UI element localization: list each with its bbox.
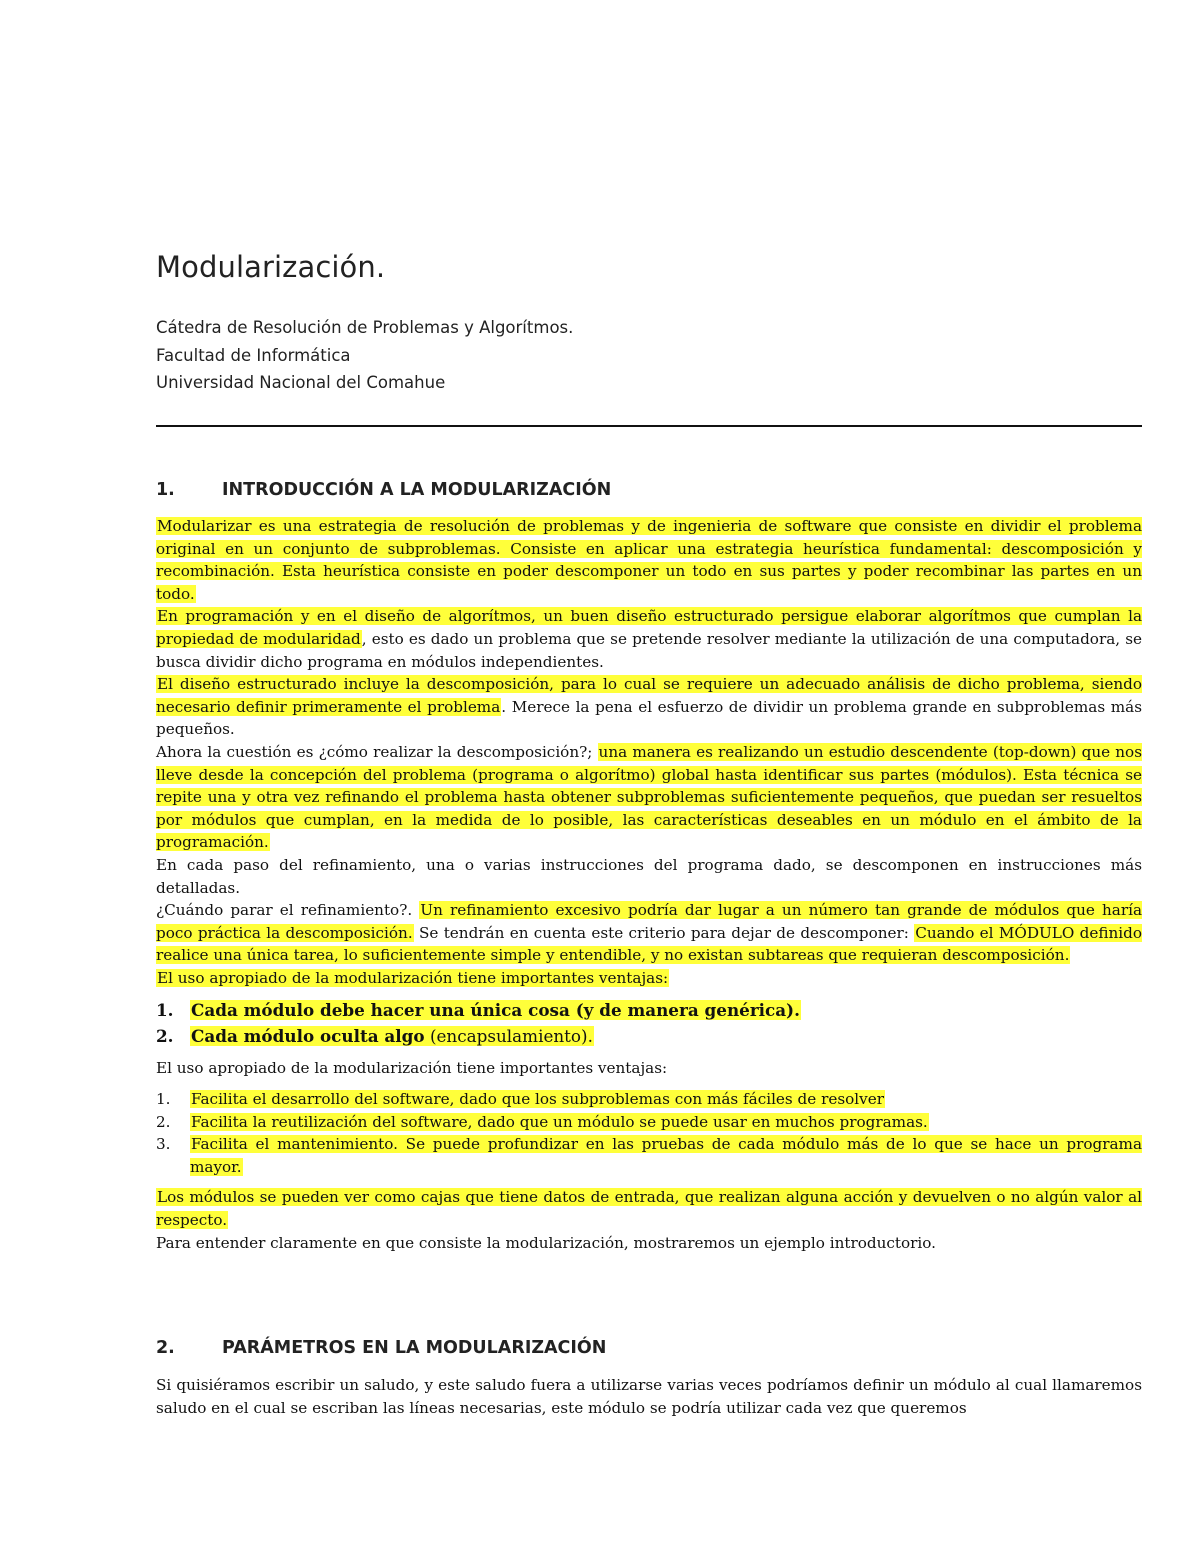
text: , esto es dado un problema que se pretende resolver mediante la utilización de una computadora, se busca dividir dicho programa en módulos independientes. [156, 629, 1142, 671]
affiliation-university: Universidad Nacional del Comahue [156, 373, 446, 392]
section-title: INTRODUCCIÓN A LA MODULARIZACIÓN [222, 480, 612, 500]
section-title: PARÁMETROS EN LA MODULARIZACIÓN [222, 1338, 607, 1358]
list-number: 2. [156, 1112, 171, 1131]
text: (encapsulamiento). [424, 1026, 593, 1047]
list-item [156, 1023, 1142, 1049]
horizontal-rule [156, 425, 1142, 427]
paragraph [156, 1186, 1142, 1231]
paragraph: En cada paso del refinamiento, una o varias instrucciones del programa dado, se descomponen en instrucciones más detalladas. [156, 855, 1142, 897]
highlight: Facilita la reutilización del software, dado que un módulo se puede usar en muchos programas. [191, 1112, 928, 1131]
list-number: 1. [156, 1090, 171, 1109]
text: . Merece la pena el esfuerzo de dividir un problema grande en subproblemas más pequeños. [156, 697, 1142, 739]
section-1-body [156, 515, 1142, 1254]
highlight: El uso apropiado de la modularización tiene importantes ventajas: [157, 968, 669, 987]
list-item [156, 997, 1142, 1023]
paragraph: Si quisiéramos escribir un saludo, y este saludo fuera a utilizarse varias veces podríamos definir un módulo al cual llamaremos saludo en el cual se escriban las líneas necesarias, este módulo se podría utilizar cada vez que queremos [156, 1376, 1142, 1417]
section-number: 1. [156, 480, 175, 500]
highlight: Un refinamiento excesivo podría dar lugar a un número tan grande de módulos que haría poco práctica la descomposición. [156, 901, 1143, 942]
paragraph [156, 741, 1142, 854]
affiliation-faculty: Facultad de Informática [156, 346, 351, 365]
highlight: Cuando el MÓDULO definido realice una única tarea, lo suficientemente simple y entendible, y no existan subtareas que requieran descomposición. [156, 923, 1143, 965]
highlight: una manera es realizando un estudio descendente (top-down) que nos lleve desde la concepción del problema (programa o algorítmo) global hasta identificar sus partes (módulos). Esta técnica se repite una y otra vez refinando el problema hasta obtener subproblemas suficientemente pequeños, que puedan ser resueltos por módulos que cumplan, en la medida de lo posible, las características deseables en un módulo en el ámbito de la programación. [156, 742, 1142, 852]
highlight: El diseño estructurado incluye la descomposición, para lo cual se requiere un adecuado análisis de dicho problema, siendo necesario definir primeramente el problema [156, 675, 1142, 716]
section-2-heading [156, 1338, 606, 1358]
highlight [190, 1026, 594, 1046]
section-2-body [156, 1374, 1142, 1419]
text: Se tendrán en cuenta este criterio para dejar de descomponer: [418, 923, 909, 942]
highlight: Facilita el mantenimiento. Se puede profundizar en las pruebas de cada módulo más de lo que se hace un programa mayor. [190, 1135, 1142, 1176]
highlight: En programación y en el diseño de algorítmos, un buen diseño estructurado persigue elaborar algorítmos que cumplan la propiedad de modularidad [156, 607, 1142, 648]
list-item [156, 1133, 1142, 1178]
list-number: 2. [156, 1026, 174, 1047]
paragraph [156, 673, 1142, 741]
document-title: Modularización. [156, 250, 386, 284]
highlight: Los módulos se pueden ver como cajas que tiene datos de entrada, que realizan alguna acción y devuelven o no algún valor al respecto. [156, 1188, 1142, 1230]
list-item [156, 1088, 1142, 1111]
text: Ahora la cuestión es ¿cómo realizar la descomposición?; [156, 742, 593, 761]
highlight: Facilita el desarrollo del software, dado que los subproblemas con más fáciles de resolver [191, 1090, 884, 1109]
paragraph [156, 899, 1142, 967]
section-1-heading [156, 480, 611, 500]
advantages-list [156, 1088, 1142, 1178]
paragraph [156, 605, 1142, 673]
highlight: Modularizar es una estrategia de resolución de problemas y de ingenieria de software que consiste en dividir el problema original en un conjunto de subproblemas. Consiste en aplicar una estrategia heurística fundamental: descomposición y recombinación. Esta heurística consiste en poder descomponer un todo en sus partes y poder recombinar las partes en un todo. [156, 517, 1142, 603]
paragraph [156, 515, 1142, 605]
paragraph: El uso apropiado de la modularización tiene importantes ventajas: [156, 1059, 668, 1078]
list-item [156, 1111, 1142, 1134]
text: Cada módulo oculta algo [191, 1026, 425, 1047]
text: ¿Cuándo parar el refinamiento?. [156, 901, 413, 920]
affiliation-chair: Cátedra de Resolución de Problemas y Algorítmos. [156, 318, 574, 337]
section-number: 2. [156, 1338, 175, 1358]
paragraph: Para entender claramente en que consiste la modularización, mostraremos un ejemplo introductorio. [156, 1233, 936, 1252]
paragraph [156, 967, 1142, 990]
principles-list [156, 997, 1142, 1049]
list-number: 3. [156, 1135, 171, 1154]
list-number: 1. [156, 1000, 174, 1021]
highlight: Cada módulo debe hacer una única cosa (y de manera genérica). [191, 1000, 800, 1021]
